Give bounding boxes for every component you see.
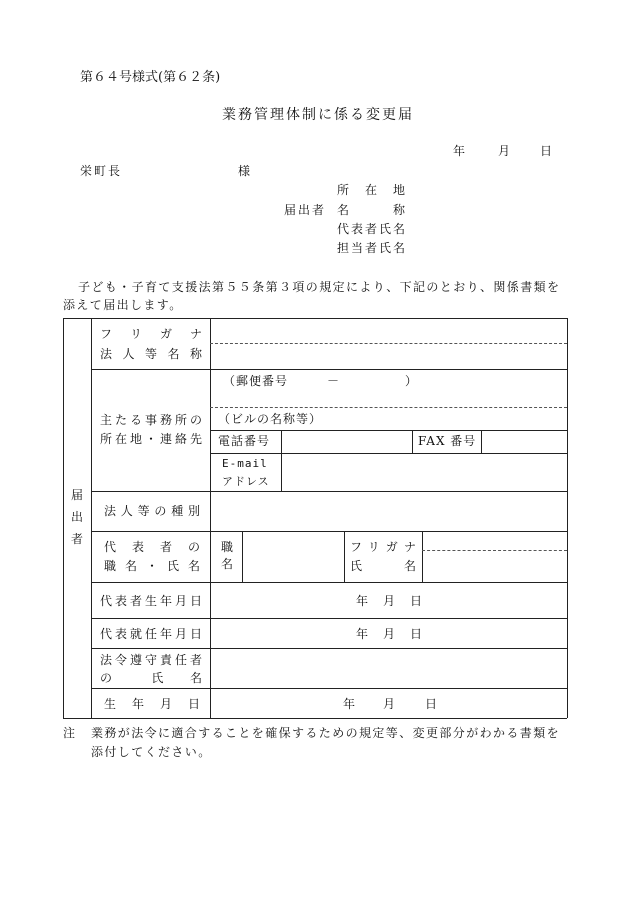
row-line-5 <box>91 618 567 619</box>
fax-left-divider <box>412 430 413 453</box>
rep-appoint-month: 月 <box>383 627 396 641</box>
table-side-label: 届出者 <box>70 488 83 546</box>
label-column-divider <box>210 318 211 718</box>
phone-row-top <box>210 430 567 431</box>
table-border-top <box>63 318 567 319</box>
rep-label-line1: 代 表 者 の <box>104 540 200 554</box>
row-line-4 <box>91 582 567 583</box>
intro-text-line1: 子ども・子育て支援法第５５条第３項の規定により、下記のとおり、関係書類を <box>78 280 561 294</box>
rep-birth-day: 日 <box>410 594 423 608</box>
note-text-line2: 添付してください。 <box>91 745 212 759</box>
table-border-bottom <box>63 718 567 719</box>
notifier-label: 届出者 <box>284 203 327 217</box>
email-label-line1: E-mail <box>222 457 268 470</box>
row-line-1 <box>91 369 567 370</box>
addressee-name: 栄町長 <box>80 164 123 178</box>
birth-day: 日 <box>425 697 438 711</box>
rep-appoint-year: 年 <box>356 627 369 641</box>
email-row-top <box>210 453 567 454</box>
compliance-label-line1: 法令遵守責任者 <box>100 653 202 667</box>
notifier-name-label: 名 称 <box>337 203 408 217</box>
page-title: 業務管理体制に係る変更届 <box>222 107 414 123</box>
phone-label-divider <box>281 430 282 491</box>
rep-label-line2: 職名・氏名 <box>104 559 200 573</box>
notifier-address-label: 所 在 地 <box>337 183 408 197</box>
intro-text-line2: 添えて届出します。 <box>63 298 183 312</box>
furigana-dash-line <box>210 343 567 344</box>
notifier-contact-label: 担当者氏名 <box>337 241 408 255</box>
position-label-divider <box>242 531 243 582</box>
rep-appoint-label: 代表就任年月日 <box>100 627 202 641</box>
rep-furigana-dash-line <box>422 550 567 551</box>
compliance-label-line2: の 氏 名 <box>100 671 202 685</box>
row-line-7 <box>91 688 567 689</box>
addressee-honorific: 様 <box>238 164 251 178</box>
office-label-line2: 所在地・連絡先 <box>100 432 202 446</box>
office-label-line1: 主たる事務所の <box>100 413 202 427</box>
rep-birth-label: 代表者生年月日 <box>100 594 202 608</box>
position-label-line2: 名 <box>221 557 234 571</box>
row-line-6 <box>91 648 567 649</box>
birth-month: 月 <box>383 697 396 711</box>
fax-right-divider <box>481 430 482 453</box>
rep-appoint-day: 日 <box>410 627 423 641</box>
position-label-line1: 職 <box>221 540 234 554</box>
rep-furigana-divider <box>422 531 423 582</box>
email-label-line2: アドレス <box>222 475 270 488</box>
table-border-left <box>63 318 64 718</box>
rep-name-label: 氏 名 <box>350 559 416 573</box>
rep-furigana-label: フリガナ <box>350 540 416 554</box>
furigana-label: フ リ ガ ナ <box>100 327 202 341</box>
table-border-right <box>567 318 568 718</box>
date-day: 日 <box>540 144 553 158</box>
rep-birth-month: 月 <box>383 594 396 608</box>
side-column-divider <box>91 318 92 718</box>
postal-dash-line <box>210 407 567 408</box>
row-line-2 <box>91 491 567 492</box>
rep-birth-year: 年 <box>356 594 369 608</box>
phone-label: 電話番号 <box>218 434 271 448</box>
postal-code-field[interactable]: （郵便番号 － ） <box>223 374 419 388</box>
row-line-3 <box>91 531 567 532</box>
form-number: 第６４号様式(第６２条) <box>80 70 221 85</box>
date-year: 年 <box>453 144 466 158</box>
corp-name-label: 法 人 等 名 称 <box>100 347 202 361</box>
rep-name-divider <box>344 531 345 582</box>
notifier-representative-label: 代表者氏名 <box>337 222 408 236</box>
corp-type-label: 法人等の種別 <box>104 504 200 518</box>
note-mark: 注 <box>63 726 76 740</box>
building-name-field[interactable]: （ビルの名称等） <box>218 412 323 426</box>
note-text-line1: 業務が法令に適合することを確保するための規定等、変更部分がわかる書類を <box>91 726 561 740</box>
fax-label: FAX 番号 <box>418 434 477 448</box>
birth-year: 年 <box>343 697 356 711</box>
date-month: 月 <box>498 144 511 158</box>
birth-label: 生 年 月 日 <box>104 697 200 711</box>
